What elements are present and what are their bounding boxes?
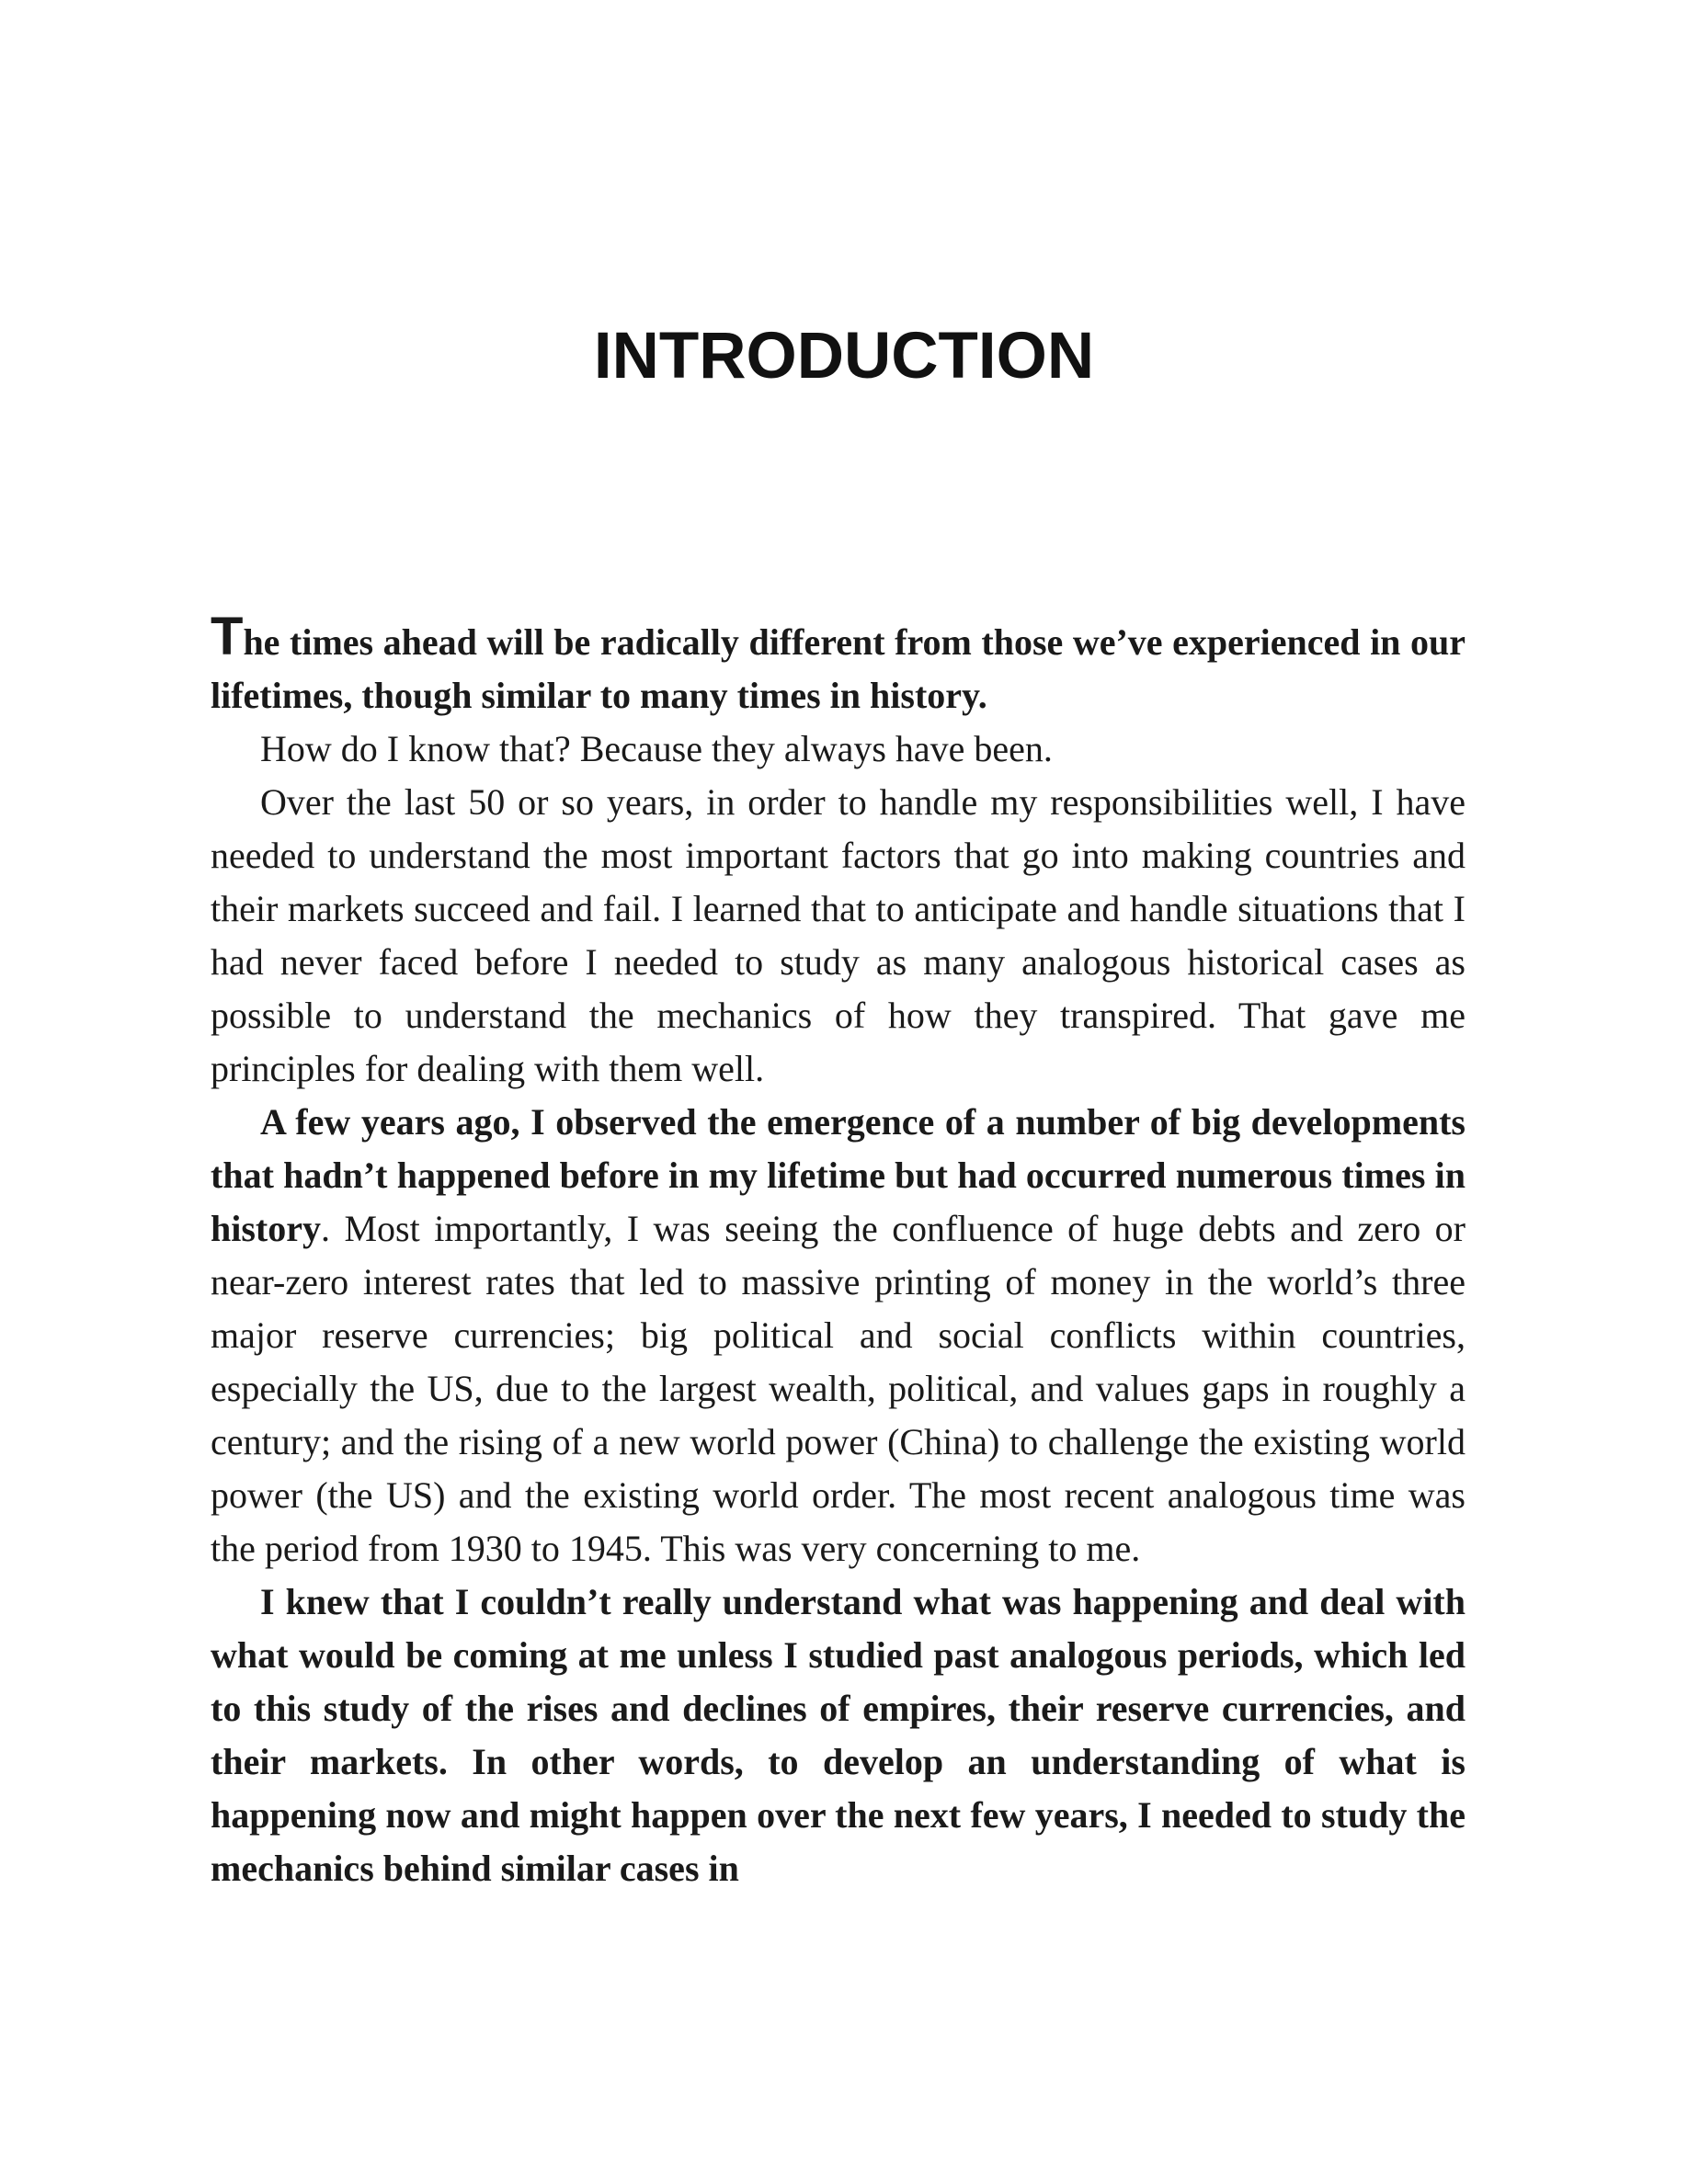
paragraph-text: Over the last 50 or so years, in order to handle my responsibilities well, I have needed to understand the most important factors that go into making countries and their markets succeed and fail. I learned that to anticipate and handle situations that I had never faced before I needed to study as many analogous historical cases as possible to understand the mechanics of how they transpired. That gave me principles for dealing with them well. — [211, 781, 1466, 1089]
paragraph-opening — [211, 607, 1466, 722]
bold-emphasis: A few years ago, I observed the emergence of a number of big developments that hadn’t happened before in my lifetime but had occurred numerous times in history — [211, 1101, 1466, 1249]
drop-cap: T — [211, 607, 244, 666]
paragraph-text: How do I know that? Because they always have been. — [260, 728, 1053, 769]
paragraph — [211, 1096, 1466, 1575]
bold-emphasis: I knew that I couldn’t really understand what was happening and deal with what would be coming at me unless I studied past analogous periods, which led to this study of the rises and declines of empires, their reserve currencies, and their markets. In other words, to develop an understanding of what is happening now and might happen over the next few years, I needed to study the mechanics behind similar cases in — [211, 1581, 1466, 1889]
paragraph — [211, 776, 1466, 1096]
paragraph — [211, 1575, 1466, 1895]
paragraph — [211, 722, 1466, 776]
body-text — [211, 607, 1466, 1895]
opening-bold-sentence: he times ahead will be radically different from those we’ve experienced in our lifetimes, though similar to many times in history. — [211, 621, 1466, 716]
paragraph-text: . Most importantly, I was seeing the confluence of huge debts and zero or near-zero interest rates that led to massive printing of money in the world’s three major reserve currencies; big political and social conflicts within countries, especially the US, due to the largest wealth, political, and values gaps in roughly a century; and the rising of a new world power (China) to challenge the existing world power (the US) and the existing world order. The most recent analogous time was the period from 1930 to 1945. This was very concerning to me. — [211, 1208, 1466, 1569]
chapter-title: INTRODUCTION — [593, 320, 1095, 392]
